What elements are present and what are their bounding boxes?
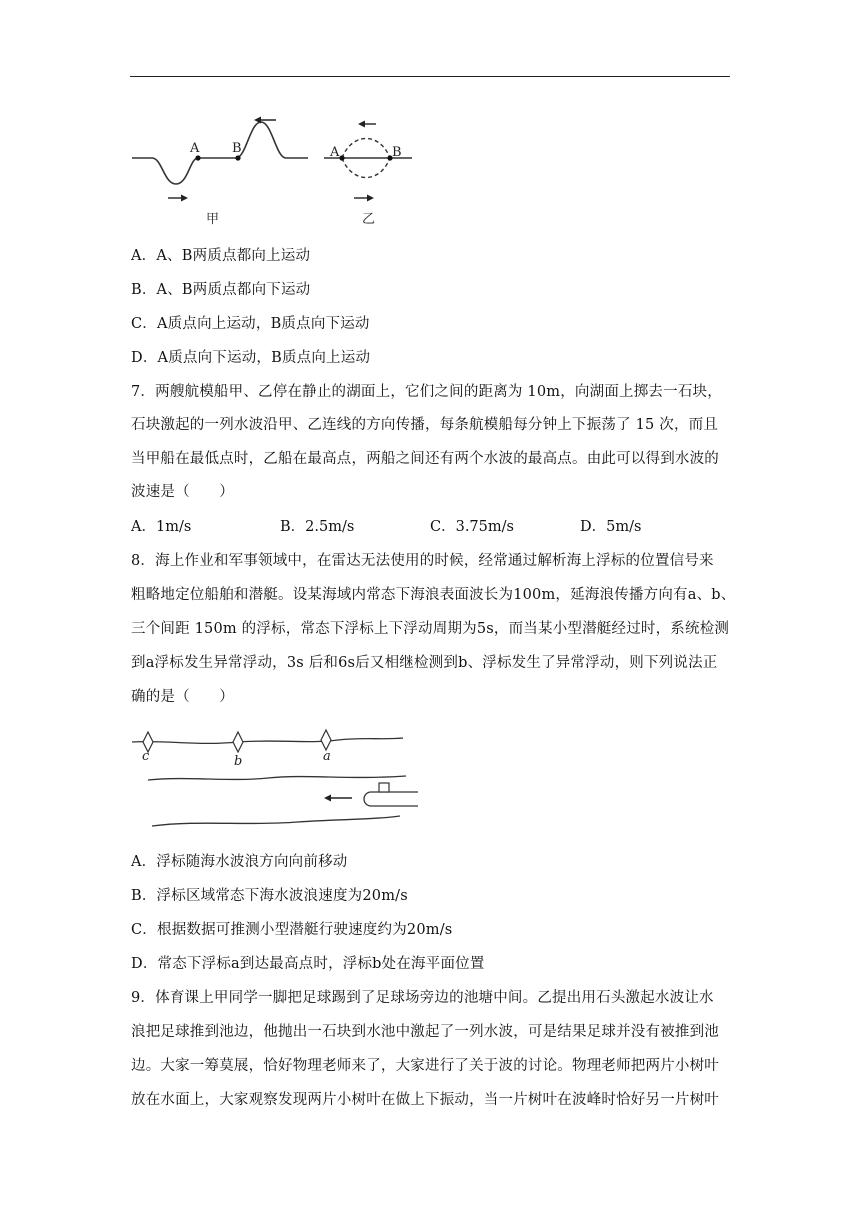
water-line-middle — [148, 776, 406, 780]
q6-option-b: B．A、B两质点都向下运动 — [131, 282, 311, 298]
yi-label-b: B — [392, 145, 402, 160]
jia-point-a — [195, 155, 200, 160]
jia-wave-line — [132, 122, 308, 184]
q7-option-c: C．3.75m/s — [430, 519, 514, 535]
jia-label-a: A — [190, 141, 200, 156]
yi-lower-dashed — [342, 158, 390, 178]
q8-line-3: 三个间距 150m 的浮标，常态下浮标上下浮动周期为5s，而当某小型潜艇经过时，系统检测 — [131, 621, 730, 637]
q7-option-d: D．5m/s — [580, 519, 642, 535]
submarine-tower — [379, 783, 389, 792]
yi-right-arrow-icon — [367, 195, 374, 202]
q7-line-2: 石块激起的一列水波沿甲、乙连线的方向传播，每条航模船每分钟上下振荡了 15 次，而且 — [131, 417, 719, 433]
q9-line-2: 浪把足球推到池边，他抛出一石块到水池中激起了一列水波，可是结果足球并没有被推到池 — [131, 1024, 719, 1040]
q8-option-c: C．根据数据可推测小型潜艇行驶速度约为20m/s — [131, 922, 453, 938]
q7-option-b: B．2.5m/s — [280, 519, 355, 535]
q8-line-1: 8．海上作业和军事领域中，在雷达无法使用的时候，经常通过解析海上浮标的位置信号来 — [131, 553, 714, 569]
submarine-direction-arrow-icon — [324, 795, 331, 802]
q9-line-4: 放在水面上，大家观察发现两片小树叶在做上下振动，当一片树叶在波峰时恰好另一片树叶 — [131, 1092, 719, 1108]
yi-label-a: A — [330, 145, 340, 160]
q8-line-4: 到a浮标发生异常浮动，3s 后和6s后又相继检测到b、浮标发生了异常浮动，则下列说法正 — [131, 655, 718, 671]
sea-surface-line — [132, 738, 403, 743]
buoy-label-c: c — [142, 749, 150, 764]
yi-left-arrow-icon — [358, 121, 365, 128]
q7-line-4: 波速是（ ） — [131, 484, 234, 500]
buoy-label-a: a — [323, 749, 331, 764]
jia-label-b: B — [232, 141, 242, 156]
q7-line-3: 当甲船在最低点时，乙船在最高点，两船之间还有两个水波的最高点。由此可以得到水波的 — [131, 451, 719, 467]
q8-option-a: A．浮标随海水波浪方向向前移动 — [131, 854, 348, 870]
water-line-bottom — [152, 816, 400, 826]
q9-line-3: 边。大家一筹莫展，恰好物理老师来了，大家进行了关于波的讨论。物理老师把两片小树叶 — [131, 1058, 719, 1074]
yi-upper-dashed — [342, 139, 390, 159]
yi-caption: 乙 — [362, 212, 376, 227]
buoy-a-icon — [321, 730, 331, 750]
buoy-b-icon — [233, 732, 243, 752]
jia-point-b — [235, 155, 240, 160]
wave-figure-jia-yi — [128, 112, 428, 232]
q8-option-d: D．常态下浮标a到达最高点时，浮标b处在海平面位置 — [131, 956, 485, 972]
q8-option-b: B．浮标区域常态下海水波浪速度为20m/s — [131, 888, 408, 904]
jia-right-arrow-icon — [181, 195, 188, 202]
q8-line-5: 确的是（ ） — [131, 689, 234, 705]
q6-option-a: A．A、B两质点都向上运动 — [131, 248, 311, 264]
q6-option-c: C．A质点向上运动，B质点向下运动 — [131, 316, 370, 332]
header-rule — [130, 76, 730, 77]
q7-option-a: A．1m/s — [131, 519, 192, 535]
jia-caption: 甲 — [206, 212, 220, 227]
q8-line-2: 粗略地定位船舶和潜艇。设某海域内常态下海浪表面波长为100m，延海浪传播方向有a、b、 — [131, 587, 736, 603]
q6-option-d: D．A质点向下运动，B质点向上运动 — [131, 350, 371, 366]
submarine-icon — [364, 792, 418, 806]
q9-line-1: 9．体育课上甲同学一脚把足球踢到了足球场旁边的池塘中间。乙提出用石头激起水波让水 — [131, 990, 714, 1006]
yi-point-a — [339, 155, 344, 160]
q7-line-1: 7．两艘航模船甲、乙停在静止的湖面上，它们之间的距离为 10m，向湖面上掷去一石块， — [131, 384, 722, 400]
buoy-label-b: b — [234, 754, 243, 769]
buoy-submarine-figure — [128, 722, 418, 834]
